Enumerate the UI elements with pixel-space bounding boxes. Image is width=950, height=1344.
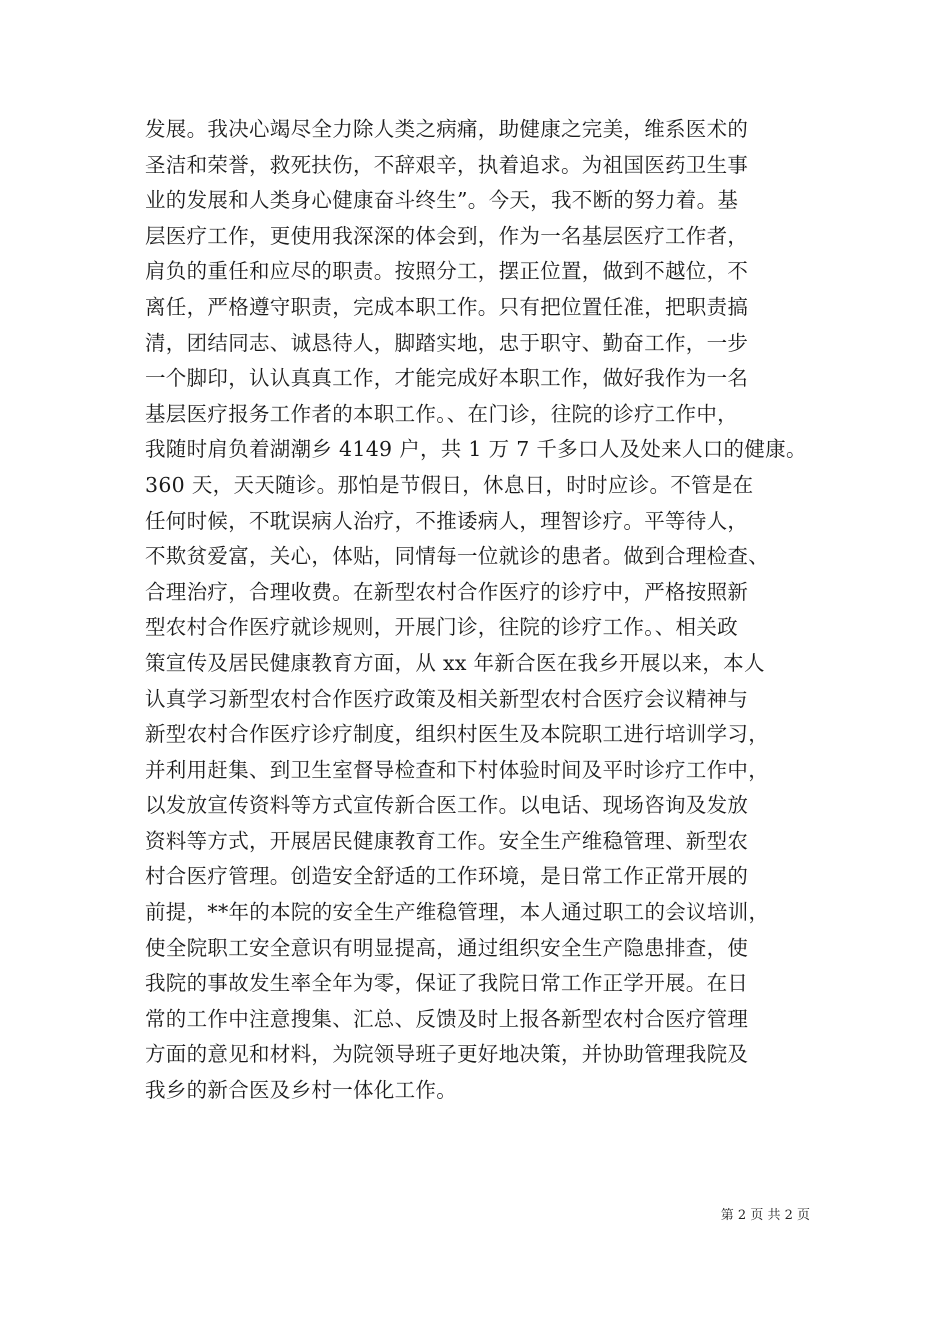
text-line: 离任，严格遵守职责，完成本职工作。只有把位置任准，把职责搞 — [145, 294, 749, 319]
text-line: 认真学习新型农村合作医疗政策及相关新型农村合医疗会议精神与 — [145, 686, 749, 711]
text-line: 圣洁和荣誉，救死扶伤，不辞艰辛，执着追求。为祖国医药卫生事 — [145, 152, 749, 177]
text-line: 任何时候，不耽误病人治疗，不推诿病人，理智诊疗。平等待人， — [145, 508, 749, 533]
text-line: 村合医疗管理。创造安全舒适的工作环境，是日常工作正常开展的 — [145, 864, 749, 889]
text-line: 清，团结同志、诚恳待人，脚踏实地，忠于职守、勤奋工作，一步 — [145, 330, 749, 355]
body-paragraph — [145, 112, 815, 1109]
text-line: 层医疗工作，更使用我深深的体会到，作为一名基层医疗工作者， — [145, 223, 749, 248]
text-line: 方面的意见和材料，为院领导班子更好地决策，并协助管理我院及 — [145, 1042, 749, 1067]
text-line: 不欺贫爱富，关心，体贴，同情每一位就诊的患者。做到合理检查、 — [145, 544, 769, 569]
text-line: 发展。我决心竭尽全力除人类之病痛，助健康之完美，维系医术的 — [145, 117, 749, 141]
text-line: 型农村合作医疗就诊规则，开展门诊，往院的诊疗工作。、相关政 — [145, 615, 738, 640]
text-line: 以发放宣传资料等方式宣传新合医工作。以电话、现场咨询及发放 — [145, 793, 749, 818]
text-line: 我乡的新合医及乡村一体化工作。 — [145, 1078, 457, 1103]
text-line: 并利用赶集、到卫生室督导检查和下村体验时间及平时诊疗工作中， — [145, 757, 769, 782]
text-line: 基层医疗报务工作者的本职工作。、在门诊，往院的诊疗工作中， — [145, 401, 738, 426]
text-line: 360 天，天天随诊。那怕是节假日，休息日，时时应诊。不管是在 — [145, 472, 754, 497]
text-line: 策宣传及居民健康教育方面，从 xx 年新合医在我乡开展以来，本人 — [145, 650, 765, 675]
page-number: 第 2 页 共 2 页 — [720, 1208, 810, 1223]
text-line: 我随时肩负着湖潮乡 4149 户，共 1 万 7 千多口人及处来人口的健康。 — [145, 437, 807, 462]
text-line: 业的发展和人类身心健康奋斗终生”。今天，我不断的努力着。基 — [145, 188, 739, 213]
text-line: 使全院职工安全意识有明显提高，通过组织安全生产隐患排查，使 — [145, 935, 749, 960]
text-line: 资料等方式，开展居民健康教育工作。安全生产维稳管理、新型农 — [145, 828, 749, 853]
text-line: 合理治疗，合理收费。在新型农村合作医疗的诊疗中，严格按照新 — [145, 579, 749, 604]
text-line: 我院的事故发生率全年为零，保证了我院日常工作正学开展。在日 — [145, 971, 749, 996]
text-line: 新型农村合作医疗诊疗制度，组织村医生及本院职工进行培训学习， — [145, 722, 769, 747]
text-line: 一个脚印，认认真真工作，才能完成好本职工作，做好我作为一名 — [145, 366, 749, 391]
text-line: 常的工作中注意搜集、汇总、反馈及时上报各新型农村合医疗管理 — [145, 1006, 749, 1031]
text-line: 肩负的重任和应尽的职责。按照分工，摆正位置，做到不越位，不 — [145, 259, 749, 284]
text-line: 前提，**年的本院的安全生产维稳管理，本人通过职工的会议培训， — [145, 900, 770, 925]
